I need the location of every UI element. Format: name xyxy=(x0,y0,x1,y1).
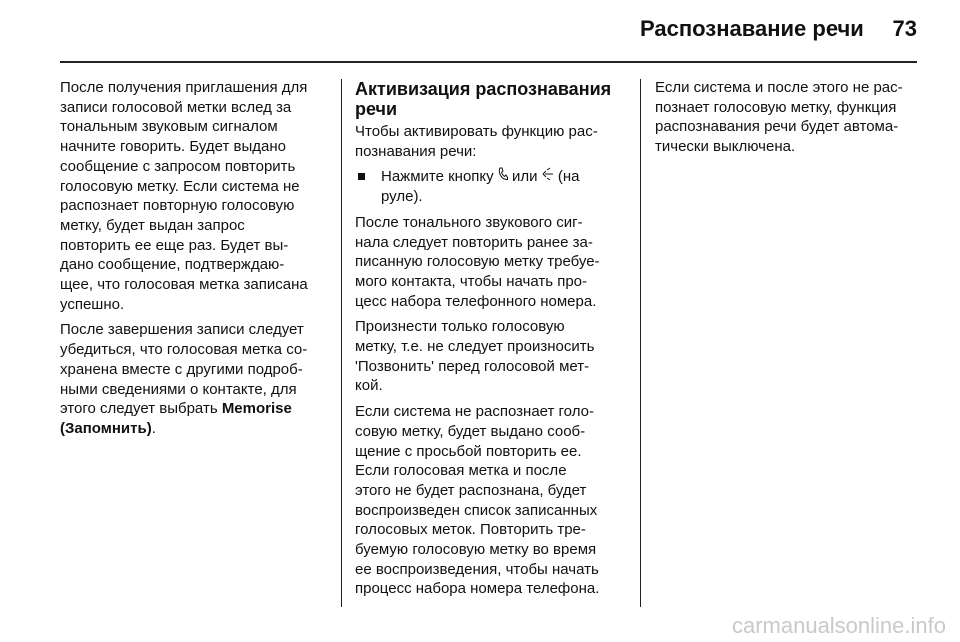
text-line: Если система не распознает голо- xyxy=(355,403,594,421)
text-line: этого следует выбрать xyxy=(60,400,222,418)
column-divider-left xyxy=(341,79,342,607)
text-line: ее воспроизведения, чтобы начать xyxy=(355,560,599,578)
text-line: распознавания речи будет автома- xyxy=(655,118,899,136)
paragraph-intro xyxy=(355,122,611,161)
text-line: . xyxy=(151,419,156,437)
column-middle xyxy=(355,78,611,605)
text-line: мого контакта, чтобы начать про- xyxy=(355,272,587,290)
text-line: голосовых меток. Повторить тре- xyxy=(355,521,586,539)
text-line: 'Позвонить' перед голосовой мет- xyxy=(355,357,590,375)
paragraph-not-recognized xyxy=(355,402,611,599)
bullet-square-icon xyxy=(358,173,365,180)
watermark: carmanualsonline.info xyxy=(731,613,946,638)
text-line: хранена вместе с другими подроб- xyxy=(60,360,303,378)
text-line: Чтобы активировать функцию рас- xyxy=(355,123,598,140)
paragraph-save-voice-tag xyxy=(60,320,308,438)
section-heading xyxy=(355,79,611,119)
column-right xyxy=(655,78,903,163)
text-line: тональным звуковым сигналом xyxy=(60,118,278,136)
text-line: ными сведениями о контакте, для xyxy=(60,380,297,398)
text-line: воспроизведен список записанных xyxy=(355,501,598,519)
text-line: Если система и после этого не рас- xyxy=(655,79,903,96)
text-line: убедиться, что голосовая метка со- xyxy=(60,341,308,359)
page-number: 73 xyxy=(892,16,917,41)
heading-line: Активизация распознавания xyxy=(355,79,612,99)
paragraph-say-only-tag xyxy=(355,317,611,396)
text-line: тически выключена. xyxy=(655,138,796,156)
paragraph-voice-tag-recording xyxy=(60,78,308,314)
text-line: процесс набора номера телефона. xyxy=(355,580,600,598)
text-line: После завершения записи следует xyxy=(60,321,304,339)
text-line: щее, что голосовая метка записана xyxy=(60,276,308,294)
text-line: щение с просьбой повторить ее. xyxy=(355,442,582,460)
text-line: или xyxy=(507,168,542,186)
text-line: распознает повторную голосовую xyxy=(60,197,295,215)
text-line: этого не будет распознана, будет xyxy=(355,481,587,499)
text-line: цесс набора телефонного номера. xyxy=(355,292,597,310)
text-line: голосовую метку. Если система не xyxy=(60,177,300,195)
column-divider-right xyxy=(640,79,641,607)
text-line: записи голосовой метки вслед за xyxy=(60,98,292,116)
text-line: дано сообщение, подтверждаю- xyxy=(60,256,285,274)
text-line: руле). xyxy=(381,188,423,206)
text-line: кой. xyxy=(355,377,383,395)
phone-icon xyxy=(498,167,508,187)
header-rule xyxy=(60,61,917,63)
heading-line: речи xyxy=(355,99,398,119)
text-line: После получения приглашения для xyxy=(60,79,308,96)
text-line: познает голосовую метку, функция xyxy=(655,98,897,116)
text-line: После тонального звукового сиг- xyxy=(355,213,583,231)
voice-control-icon xyxy=(542,167,554,187)
text-line: успешно. xyxy=(60,295,125,313)
text-line: совую метку, будет выдано сооб- xyxy=(355,422,586,440)
text-line: познавания речи: xyxy=(355,142,477,160)
text-line: метку, т.е. не следует произносить xyxy=(355,338,595,356)
text-line: метку, будет выдан запрос xyxy=(60,216,245,234)
text-line: повторить ее еще раз. Будет вы- xyxy=(60,236,289,254)
memorise-label-translation: (Запомнить) xyxy=(60,419,152,437)
column-left xyxy=(60,78,308,445)
paragraph-auto-off xyxy=(655,78,903,157)
text-line: (на xyxy=(553,168,580,186)
text-line: нала следует повторить ранее за- xyxy=(355,233,593,251)
memorise-label: Memorise xyxy=(221,400,292,418)
page-title: Распознавание речи xyxy=(640,16,864,41)
text-line: писанную голосовую метку требуе- xyxy=(355,253,600,271)
bullet-item-press-button xyxy=(355,167,611,206)
text-line: Нажмите кнопку xyxy=(381,168,498,186)
text-line: начните говорить. Будет выдано xyxy=(60,138,286,156)
text-line: сообщение с запросом повторить xyxy=(60,157,296,175)
text-line: Если голосовая метка и после xyxy=(355,462,567,480)
text-line: Произнести только голосовую xyxy=(355,318,565,336)
paragraph-after-tone xyxy=(355,213,611,312)
text-line: буемую голосовую метку во время xyxy=(355,541,597,559)
